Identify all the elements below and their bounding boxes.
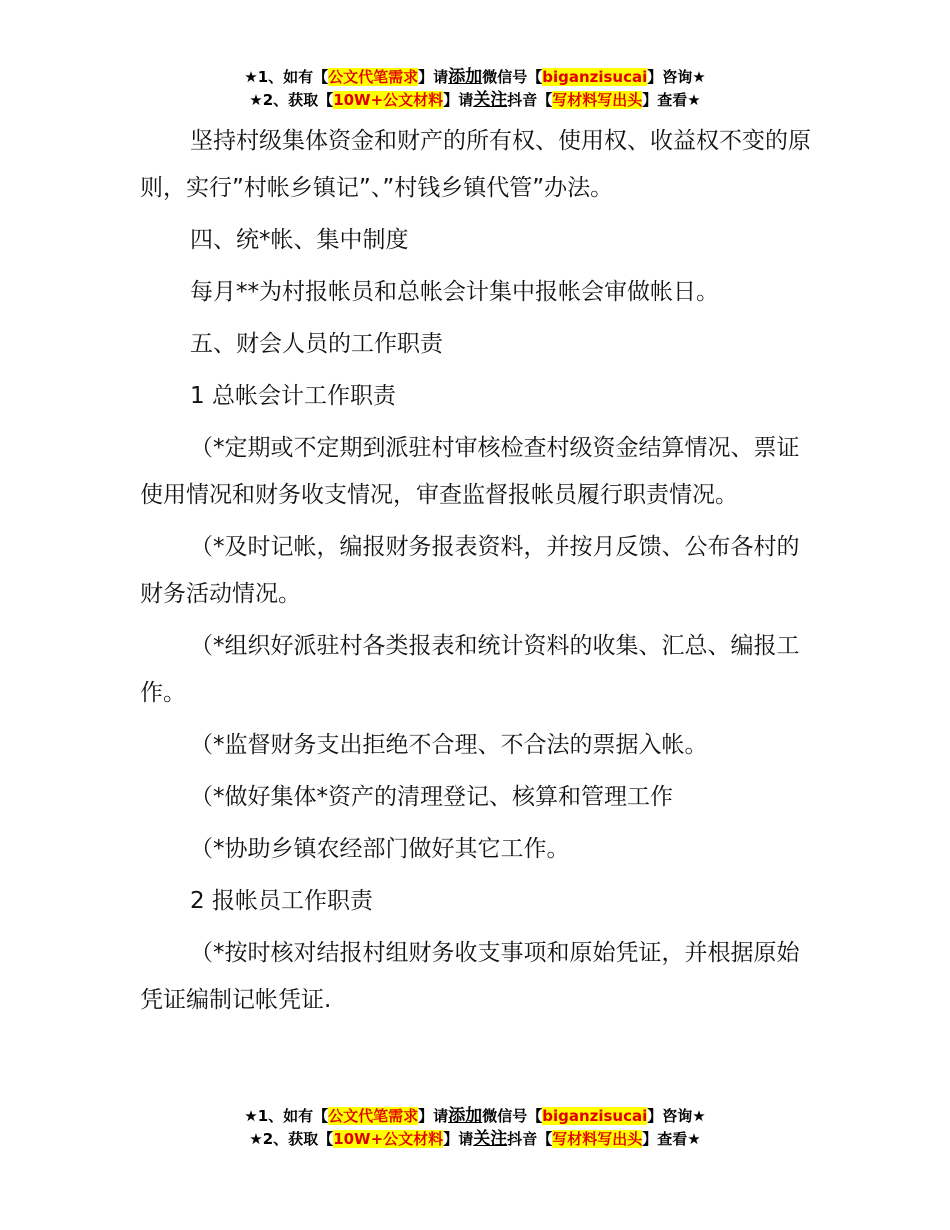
banner-text: 】请 — [443, 1130, 474, 1148]
section-heading: 五、财会人员的工作职责 — [190, 331, 443, 357]
subsection-heading: 1 总帐会计工作职责 — [190, 383, 396, 409]
list-item: （*监督财务支出拒绝不合理、不合法的票据入帐。 — [190, 732, 708, 758]
highlight-service: 公文代笔需求 — [328, 68, 419, 86]
list-item: （*及时记帐，编报财务报表资料，并按月反馈、公布各村的财务活动情况。 — [140, 534, 800, 607]
footer-banner — [0, 1105, 950, 1151]
banner-line-2 — [0, 1128, 950, 1151]
list-item: （*协助乡镇农经部门做好其它工作。 — [190, 836, 570, 862]
banner-line-2 — [0, 89, 950, 112]
banner-text: 抖音【 — [507, 91, 553, 109]
banner-text: 抖音【 — [507, 1130, 553, 1148]
banner-text: 微信号【 — [482, 1107, 543, 1125]
section-heading: 四、统*帐、集中制度 — [190, 227, 409, 253]
list-item: （*做好集体*资产的清理登记、核算和管理工作 — [190, 784, 673, 810]
banner-text: 微信号【 — [482, 68, 543, 86]
banner-text: 】查看★ — [642, 91, 701, 109]
document-body — [140, 118, 820, 1029]
banner-line-1 — [0, 66, 950, 89]
banner-text: ★1、如有【 — [244, 68, 329, 86]
banner-text: 】请 — [443, 91, 474, 109]
highlight-wechat-id: biganzisucai — [542, 68, 648, 86]
header-banner — [0, 66, 950, 112]
banner-text: 】查看★ — [642, 1130, 701, 1148]
highlight-wechat-id: biganzisucai — [542, 1107, 648, 1125]
paragraph: 每月**为村报帐员和总帐会计集中报帐会审做帐日。 — [190, 279, 719, 305]
banner-emphasis: 关注 — [473, 90, 508, 110]
highlight-service: 公文代笔需求 — [328, 1107, 419, 1125]
paragraph: 坚持村级集体资金和财产的所有权、使用权、收益权不变的原则，实行”村帐乡镇记”、”村钱乡镇代管”办法。 — [140, 128, 811, 201]
highlight-materials: 10W+公文材料 — [333, 91, 444, 109]
list-item: （*定期或不定期到派驻村审核检查村级资金结算情况、票证使用情况和财务收支情况，审查监督报帐员履行职责情况。 — [140, 435, 800, 508]
banner-emphasis: 关注 — [473, 1129, 508, 1149]
banner-text: 】请 — [418, 68, 449, 86]
subsection-heading: 2 报帐员工作职责 — [190, 888, 373, 914]
list-item: （*组织好派驻村各类报表和统计资料的收集、汇总、编报工作。 — [140, 633, 800, 706]
banner-emphasis: 添加 — [448, 1106, 483, 1126]
list-item: （*按时核对结报村组财务收支事项和原始凭证，并根据原始凭证编制记帐凭证. — [140, 940, 800, 1013]
highlight-douyin-account: 写材料写出头 — [552, 91, 643, 109]
banner-emphasis: 添加 — [448, 67, 483, 87]
banner-text: ★2、获取【 — [249, 1130, 334, 1148]
banner-text: ★1、如有【 — [244, 1107, 329, 1125]
banner-text: 】请 — [418, 1107, 449, 1125]
banner-text: ★2、获取【 — [249, 91, 334, 109]
highlight-materials: 10W+公文材料 — [333, 1130, 444, 1148]
banner-text: 】咨询★ — [647, 68, 706, 86]
banner-text: 】咨询★ — [647, 1107, 706, 1125]
highlight-douyin-account: 写材料写出头 — [552, 1130, 643, 1148]
banner-line-1 — [0, 1105, 950, 1128]
